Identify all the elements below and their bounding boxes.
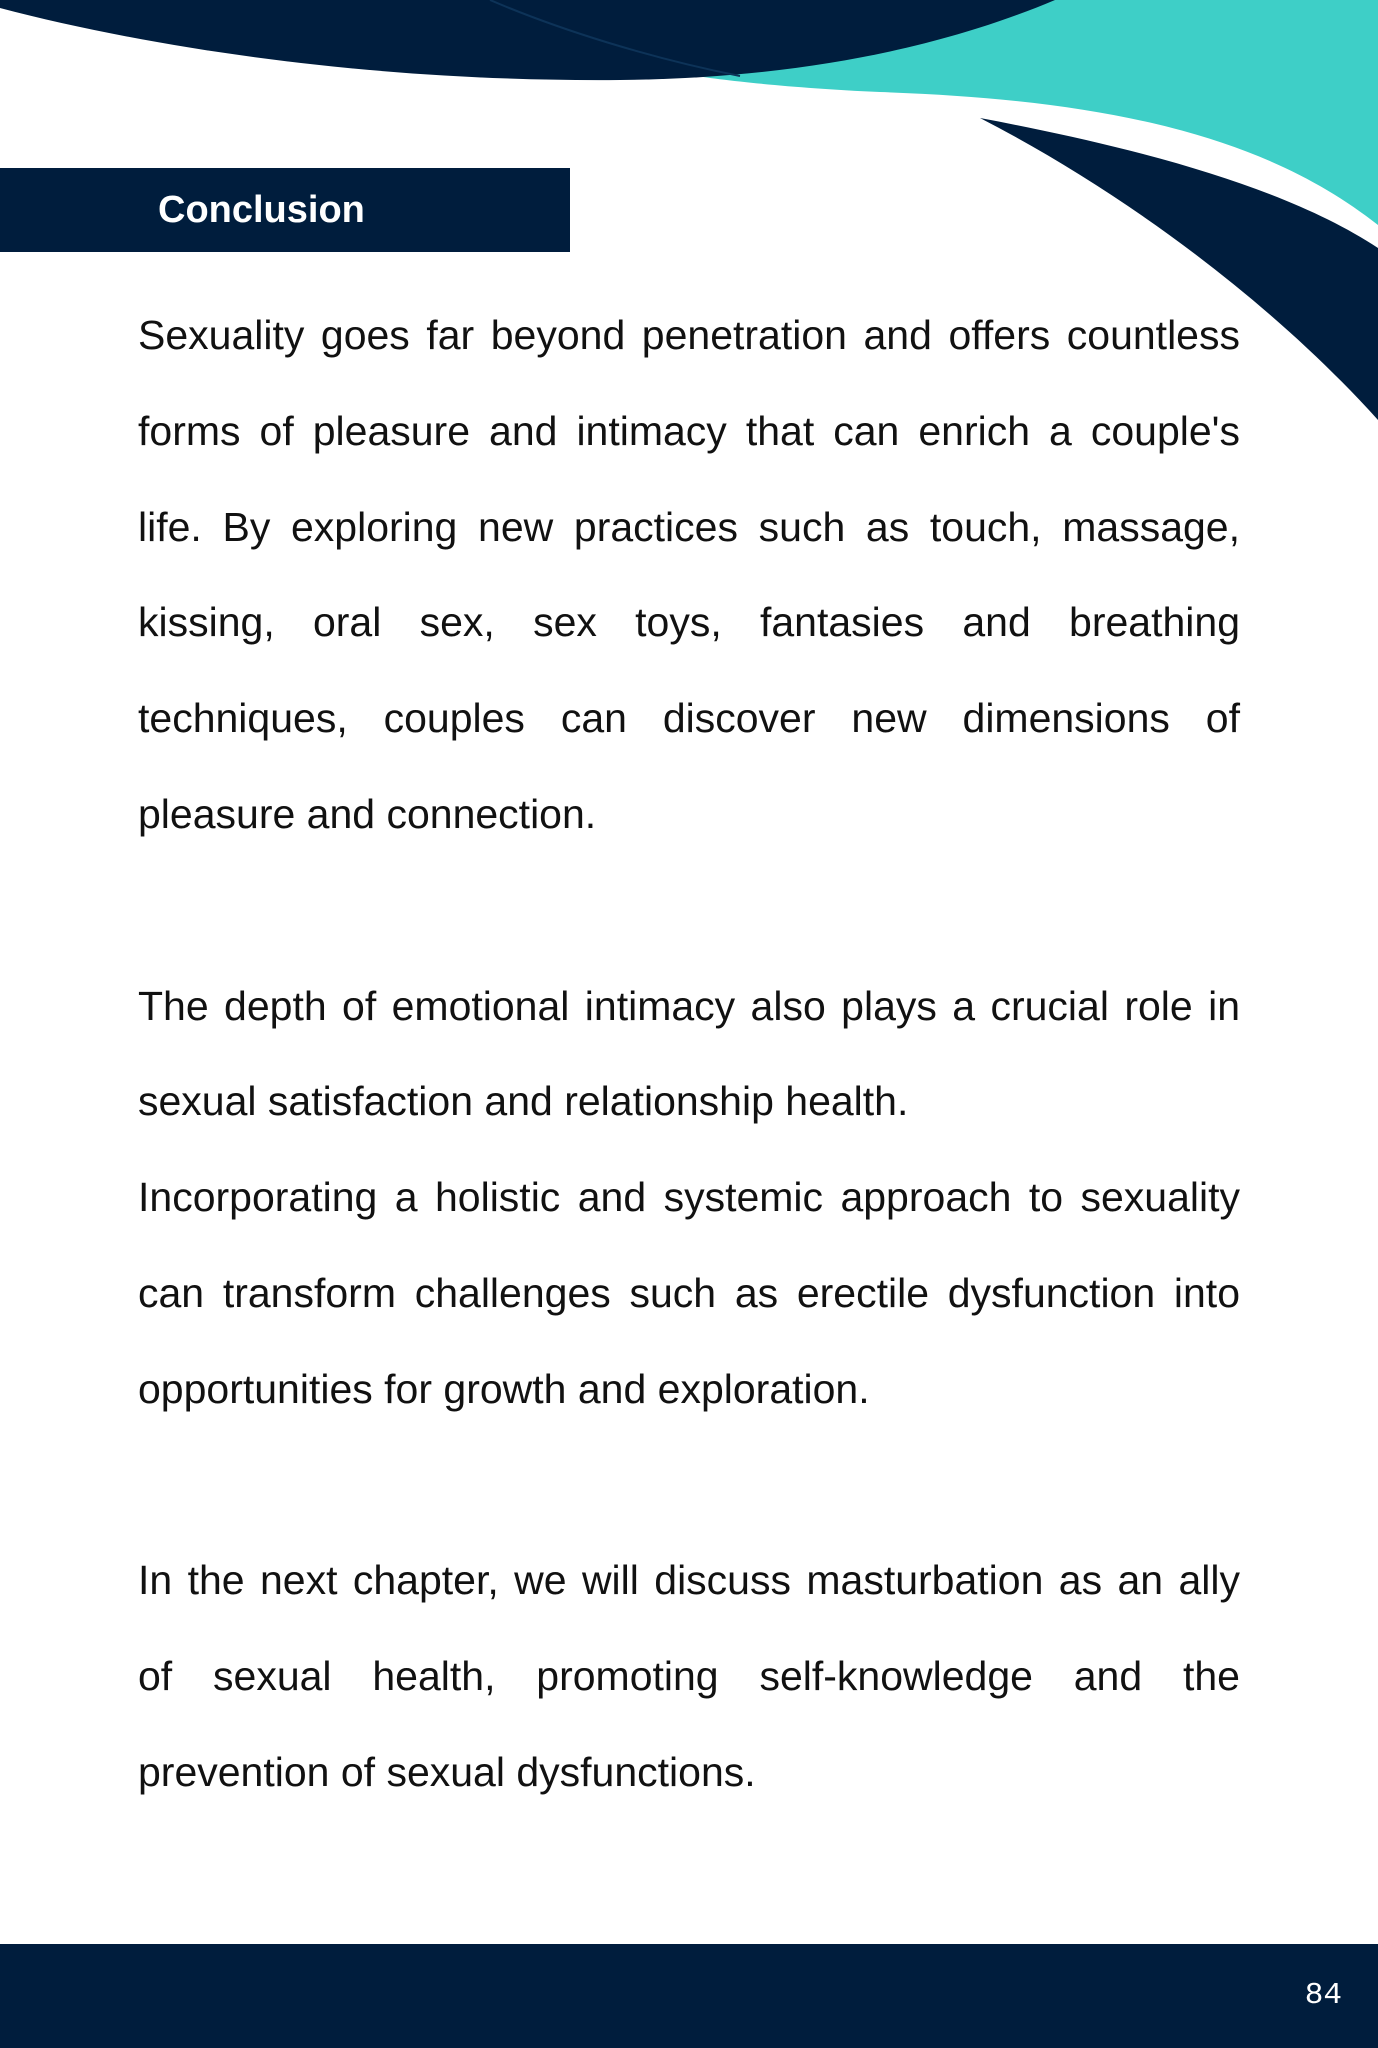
- paragraph-4: In the next chapter, we will discuss masturbation as an ally of sexual health, promoting self-knowledge and the prevention of sexual dysfunctions.: [138, 1557, 1240, 1795]
- section-title: Conclusion: [158, 189, 365, 231]
- page-number: 84: [1304, 1978, 1342, 2013]
- section-header-bar: [0, 168, 570, 252]
- paragraph-2: The depth of emotional intimacy also plays a crucial role in sexual satisfaction and relationship health.: [138, 982, 1240, 1125]
- paragraph-1: Sexuality goes far beyond penetration and offers countless forms of pleasure and intimacy that can enrich a couple's life. By exploring new practices such as touch, massage, kissing, oral sex, sex toys, fantasies and breathing techniques, couples can discover new dimensions of pleasure and connection.: [138, 312, 1240, 837]
- paragraph-3: Incorporating a holistic and systemic approach to sexuality can transform challenges such as erectile dysfunction into opportunities for growth and exploration.: [138, 1174, 1240, 1412]
- body-text: [138, 288, 1240, 1821]
- footer-bar: [0, 1944, 1378, 2048]
